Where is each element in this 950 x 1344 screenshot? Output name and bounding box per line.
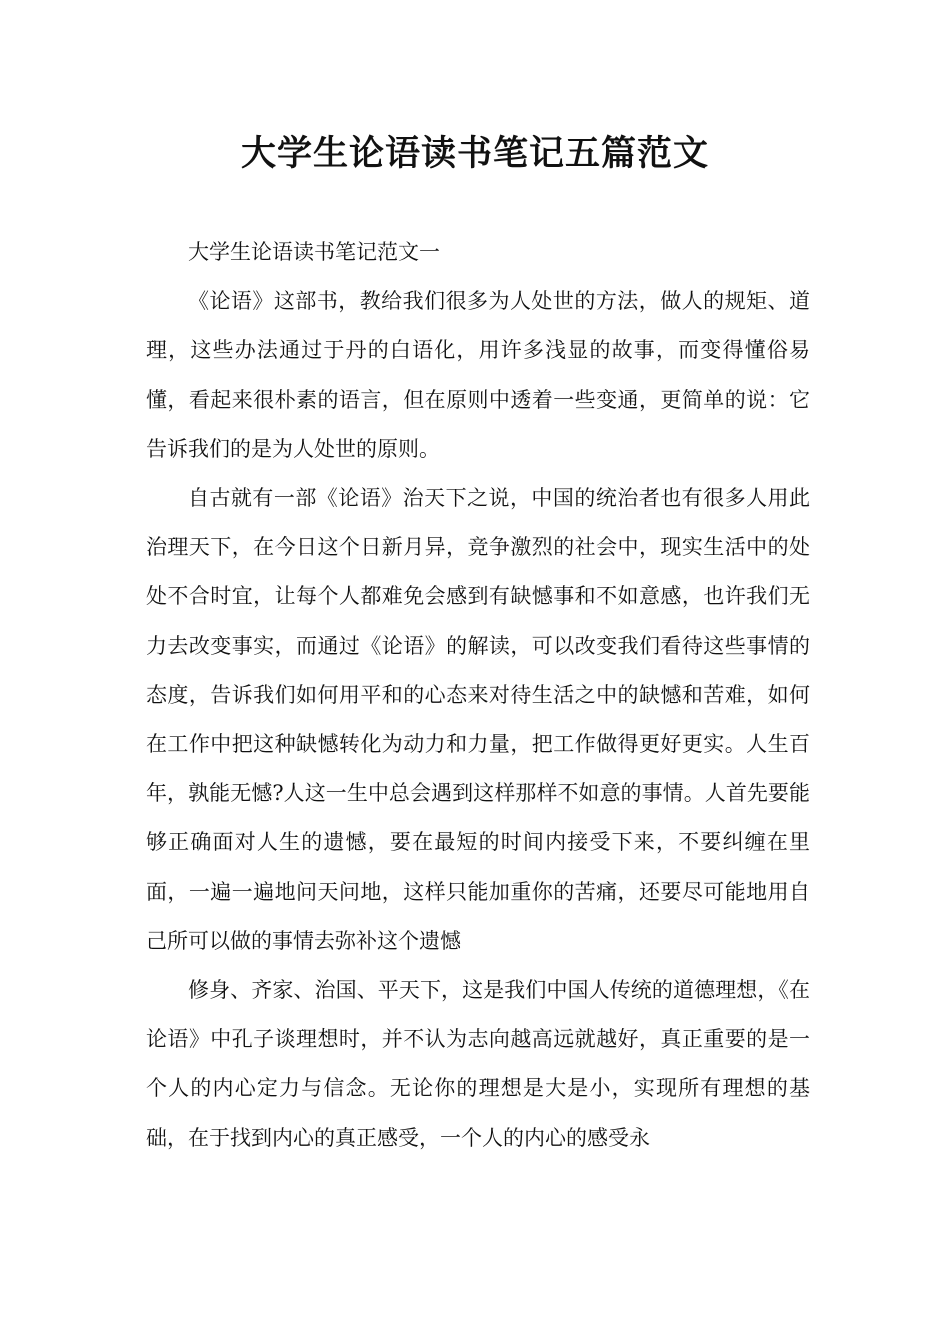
paragraph-1: 《论语》这部书，教给我们很多为人处世的方法，做人的规矩、道理，这些办法通过于丹的白语化，用许多浅显的故事，而变得懂俗易懂，看起来很朴素的语言，但在原则中透着一些变通，更简单的说：它告诉我们的是为人处世的原则。	[146, 289, 810, 461]
paragraph-3: 修身、齐家、治国、平天下，这是我们中国人传统的道德理想，《在论语》中孔子谈理想时，并不认为志向越高远就越好，真正重要的是一个人的内心定力与信念。无论你的理想是大是小，实现所有理想的基础，在于找到内心的真正感受，一个人的内心的感受永	[146, 978, 810, 1150]
paragraph-2: 自古就有一部《论语》治天下之说，中国的统治者也有很多人用此治理天下，在今日这个日新月异，竞争激烈的社会中，现实生活中的处处不合时宜，让每个人都难免会感到有缺憾事和不如意感，也许我们无力去改变事实，而通过《论语》的解读，可以改变我们看待这些事情的态度，告诉我们如何用平和的心态来对待生活之中的缺憾和苦难，如何在工作中把这种缺憾转化为动力和力量，把工作做得更好更实。人生百年，孰能无憾?人这一生中总会遇到这样那样不如意的事情。人首先要能够正确面对人生的遗憾，要在最短的时间内接受下来，不要纠缠在里面，一遍一遍地问天问地，这样只能加重你的苦痛，还要尽可能地用自己所可以做的事情去弥补这个遗憾	[146, 486, 810, 953]
document-body	[146, 228, 810, 1163]
section-heading: 大学生论语读书笔记范文一	[188, 240, 440, 264]
page-title: 大学生论语读书笔记五篇范文	[240, 134, 709, 174]
